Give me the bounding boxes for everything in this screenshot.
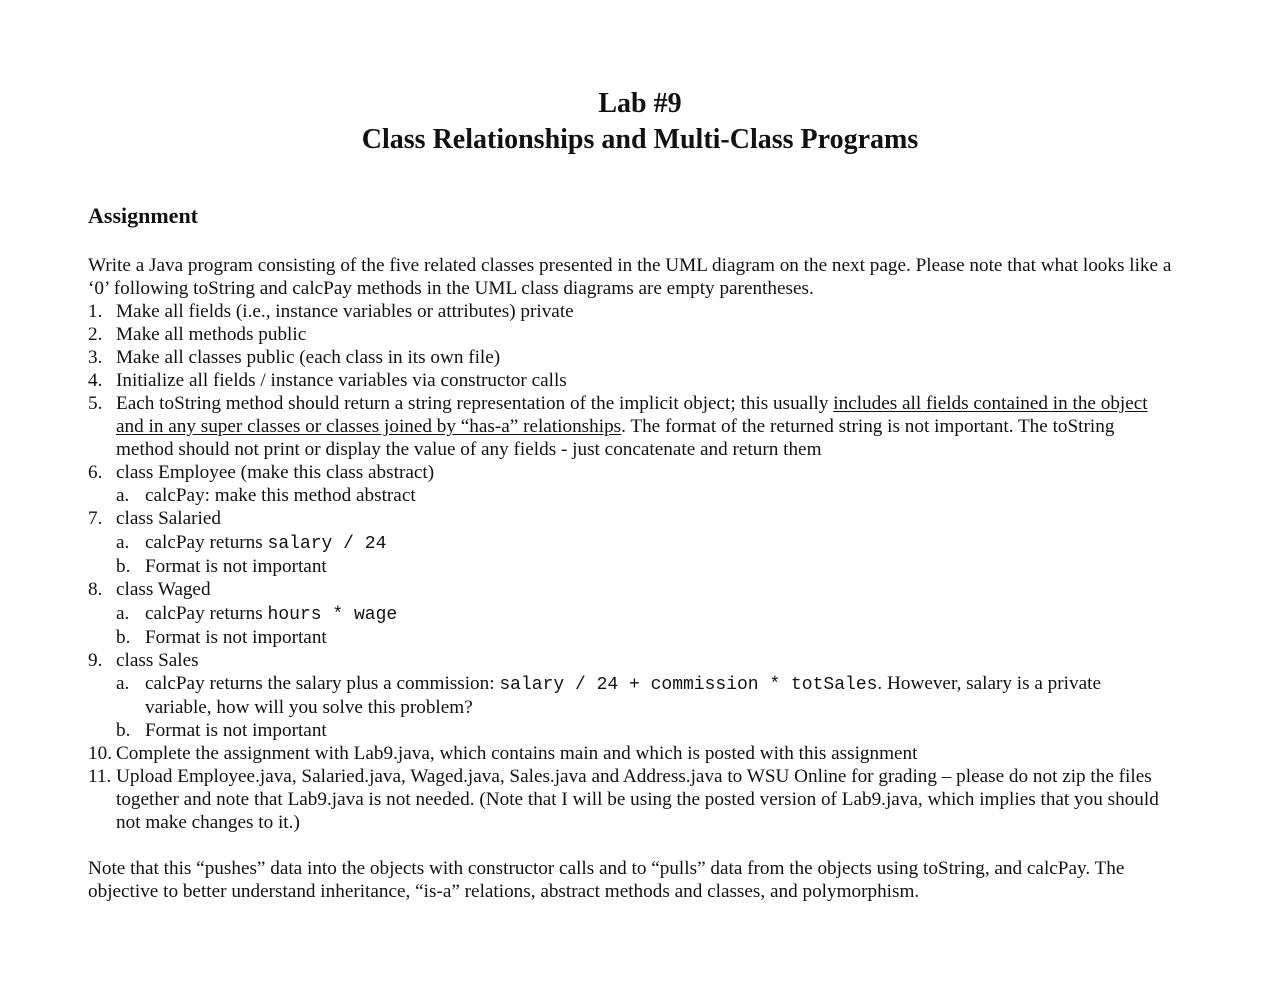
sub-item-text <box>145 672 1101 697</box>
sub-item-label: a. <box>116 603 130 624</box>
sub-item-label: b. <box>116 720 131 741</box>
code-expression: salary / 24 <box>267 534 387 554</box>
sub-item-text: calcPay: make this method abstract <box>145 485 416 506</box>
list-item-text: class Employee (make this class abstract) <box>116 462 435 483</box>
list-item-text: Initialize all fields / instance variables via constructor calls <box>116 370 567 391</box>
list-item-number: 7. <box>88 508 103 529</box>
intro-paragraph-line-2: ‘0’ following toString and calcPay methods in the UML class diagrams are empty parentheses. <box>88 278 814 299</box>
tostring-format-text: . The format of the returned string is not important. The toString <box>621 416 1115 437</box>
list-item-text: Make all classes public (each class in its own file) <box>116 347 501 368</box>
closing-note-line-1: Note that this “pushes” data into the objects with constructor calls and to “pulls” data from the objects using toString, and calcPay. The <box>88 858 1125 879</box>
sub-item-prefix: calcPay returns the salary plus a commission: <box>145 673 500 694</box>
list-item-number: 3. <box>88 347 103 368</box>
list-item-text <box>116 392 1148 415</box>
list-item-text: Make all fields (i.e., instance variables or attributes) private <box>116 301 574 322</box>
sub-item-prefix: calcPay returns <box>145 532 268 553</box>
sub-item-label: b. <box>116 627 131 648</box>
list-item-number: 6. <box>88 462 103 483</box>
list-item-number: 4. <box>88 370 103 391</box>
lab-number-title: Lab #9 <box>598 88 682 119</box>
list-item-number: 8. <box>88 579 103 600</box>
sub-item-label: a. <box>116 485 130 506</box>
list-item-text: class Salaried <box>116 508 221 529</box>
underlined-emphasis: includes all fields contained in the object <box>833 393 1148 414</box>
list-item-text-continued: method should not print or display the value of any fields - just concatenate and return them <box>116 439 822 460</box>
list-item-number: 5. <box>88 393 103 414</box>
assignment-heading: Assignment <box>88 203 199 228</box>
list-item-text: class Waged <box>116 579 211 600</box>
list-item-text: class Sales <box>116 650 199 671</box>
sub-item-text <box>145 531 386 556</box>
sub-item-text: Format is not important <box>145 720 327 741</box>
code-expression: salary / 24 + commission * totSales <box>499 675 878 695</box>
intro-paragraph-line-1: Write a Java program consisting of the five related classes presented in the UML diagram on the next page. Please note that what looks like a <box>88 255 1172 276</box>
list-item-text-continued <box>116 415 1114 438</box>
list-item-number: 2. <box>88 324 103 345</box>
sub-item-text: Format is not important <box>145 627 327 648</box>
list-item-text: Make all methods public <box>116 324 307 345</box>
list-item-text: Complete the assignment with Lab9.java, which contains main and which is posted with this assignment <box>116 743 918 764</box>
sub-item-label: a. <box>116 673 130 694</box>
sub-item-label: a. <box>116 532 130 553</box>
list-item-number: 1. <box>88 301 103 322</box>
list-item-text-continued: together and note that Lab9.java is not needed. (Note that I will be using the posted version of Lab9.java, which implies that you should <box>116 789 1159 810</box>
sub-item-label: b. <box>116 556 131 577</box>
list-item-text: Upload Employee.java, Salaried.java, Waged.java, Sales.java and Address.java to WSU Online for grading – please do not zip the files <box>116 766 1152 787</box>
closing-note-line-2: objective to better understand inheritance, “is-a” relations, abstract methods and classes, and polymorphism. <box>88 881 920 902</box>
list-item-number: 9. <box>88 650 103 671</box>
underlined-emphasis: and in any super classes or classes joined by “has-a” relationships <box>116 416 622 437</box>
sub-item-text-continued: variable, how will you solve this problem? <box>145 697 473 718</box>
list-item-number: 10. <box>88 743 112 764</box>
tostring-requirement-text: Each toString method should return a string representation of the implicit object; this usually <box>116 393 834 414</box>
list-item-text-continued: not make changes to it.) <box>116 812 300 833</box>
sub-item-text <box>145 602 397 627</box>
list-item-number: 11. <box>88 766 112 787</box>
lab-subject-title: Class Relationships and Multi-Class Programs <box>361 124 919 155</box>
sub-item-suffix: . However, salary is a private <box>877 673 1101 694</box>
code-expression: hours * wage <box>267 605 398 625</box>
sub-item-prefix: calcPay returns <box>145 603 268 624</box>
sub-item-text: Format is not important <box>145 556 327 577</box>
